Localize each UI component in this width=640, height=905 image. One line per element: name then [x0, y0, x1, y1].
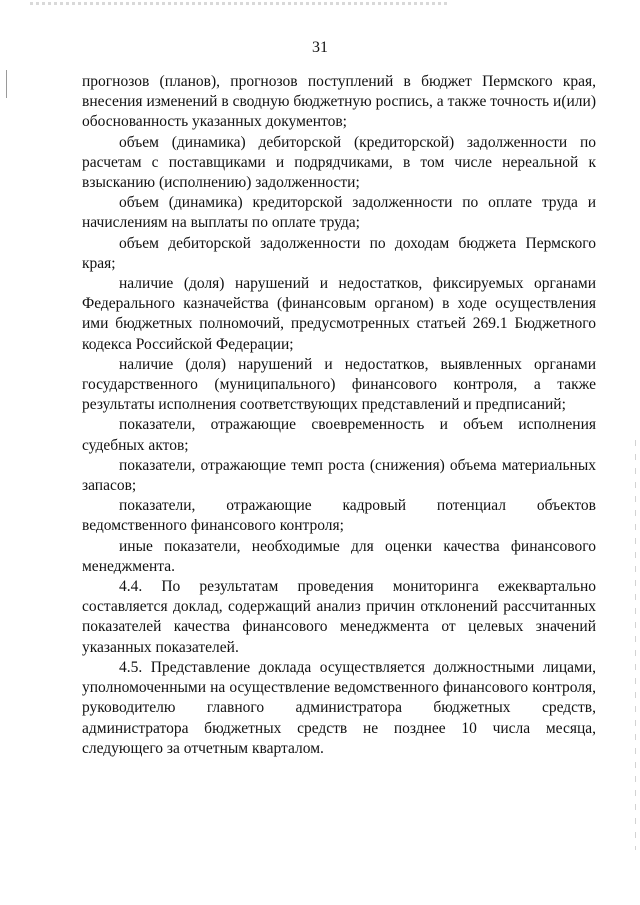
- paragraph-revenue-receivables: объем дебиторской задолженности по доходам бюджета Пермского края;: [82, 234, 596, 272]
- paragraph-other-indicators: иные показатели, необходимые для оценки качества финансового менеджмента.: [82, 537, 596, 575]
- paragraph-inventory: показатели, отражающие темп роста (снижения) объема материальных запасов;: [82, 456, 596, 495]
- paragraph-control-violations: наличие (доля) нарушений и недостатков, выявленных органами государственного (муниципального) финансового контроля, а также результаты исполнения соответствующих представлений и предписаний;: [82, 355, 596, 414]
- paragraph-court-acts: показатели, отражающие своевременность и объем исполнения судебных актов;: [82, 416, 596, 454]
- scan-artifact-right: [635, 440, 636, 850]
- scan-artifact-left: [6, 70, 7, 98]
- paragraph-continuation: прогнозов (планов), прогнозов поступлений в бюджет Пермского края, внесения изменений в сводную бюджетную роспись, а также точность и(или) обоснованность указанных документов;: [82, 73, 596, 131]
- paragraph-payroll-payables: объем (динамика) кредиторской задолженности по оплате труда и начислениям на выплаты по оплате труда;: [82, 194, 596, 232]
- paragraph-treasury-violations: наличие (доля) нарушений и недостатков, фиксируемых органами Федерального казначейства (финансовым органом) в ходе осуществления ими бюджетных полномочий, предусмотренных статьей 269.1 Бюджетного кодекса Российской Федерации;: [82, 275, 596, 353]
- paragraph-personnel: показатели, отражающие кадровый потенциал объектов ведомственного финансового контроля;: [82, 497, 596, 535]
- document-body: [82, 72, 596, 759]
- scan-artifact-top: [30, 2, 450, 5]
- paragraph-section-4-4: 4.4. По результатам проведения мониторинга ежеквартально составляется доклад, содержащий анализ причин отклонений рассчитанных показателей качества финансового менеджмента от целевых значений указанных показателей.: [82, 578, 596, 656]
- page-number: 31: [312, 39, 328, 56]
- paragraph-section-4-5: 4.5. Представление доклада осуществляется должностными лицами, уполномоченными на осуществление ведомственного финансового контроля, руководителю главного администратора бюджетных средств, администратора бюджетных средств не позднее 10 числа месяца, следующего за отчетным кварталом.: [82, 658, 596, 757]
- paragraph-receivables: объем (динамика) дебиторской (кредиторской) задолженности по расчетам с поставщиками и подрядчиками, в том числе нереальной к взысканию (исполнению) задолженности;: [82, 133, 596, 192]
